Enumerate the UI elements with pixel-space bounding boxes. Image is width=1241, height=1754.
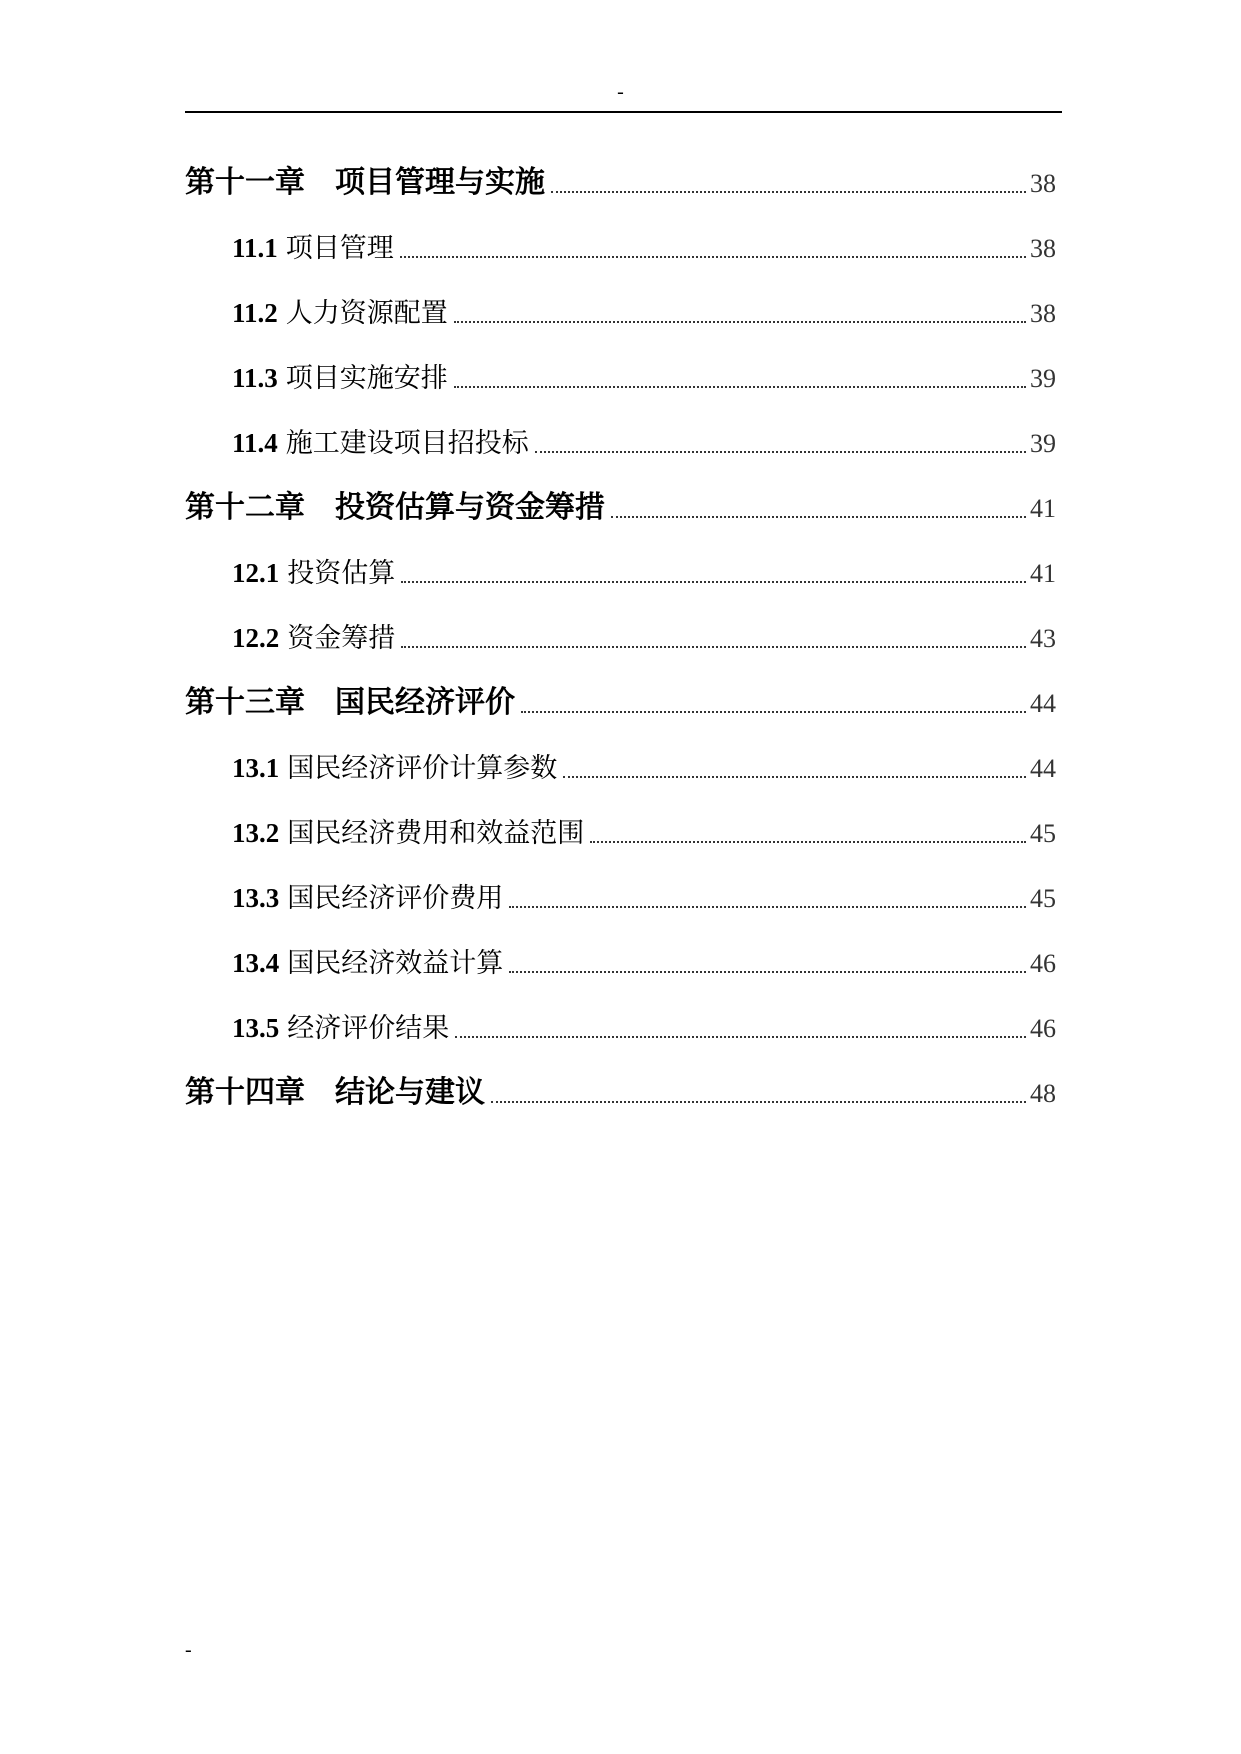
toc-entry-page: 45 (1030, 884, 1056, 913)
toc-section-11-3[interactable] (232, 358, 1056, 398)
dot-leader (611, 516, 1026, 518)
toc-entry-page: 39 (1030, 364, 1056, 393)
dot-leader (401, 581, 1026, 583)
toc-entry-page: 39 (1030, 429, 1056, 458)
toc-entry-number: 11.1 (232, 233, 278, 263)
dot-leader (455, 1036, 1026, 1038)
toc-entry-page: 46 (1030, 1014, 1056, 1043)
toc-entry-title: 结论与建议 (335, 1075, 485, 1110)
toc-entry-page: 44 (1030, 689, 1056, 718)
dot-leader (400, 256, 1026, 258)
toc-entry-page: 45 (1030, 819, 1056, 848)
toc-entry-number: 第十二章 (185, 490, 305, 525)
dot-leader (454, 321, 1026, 323)
toc-entry-number: 13.5 (232, 1013, 280, 1043)
toc-entry-page: 38 (1030, 299, 1056, 328)
toc-entry-title: 项目管理 (285, 233, 394, 264)
toc-section-13-5[interactable] (232, 1008, 1056, 1048)
toc-entry-number: 13.4 (232, 948, 280, 978)
toc-entry-number: 12.1 (232, 558, 280, 588)
toc-entry-title: 资金筹措 (287, 623, 396, 654)
toc-section-11-4[interactable] (232, 423, 1056, 463)
toc-entry-page: 48 (1030, 1079, 1056, 1108)
toc-entry-title: 国民经济评价计算参数 (287, 753, 558, 784)
toc-entry-page: 38 (1030, 234, 1056, 263)
dot-leader (509, 906, 1026, 908)
toc-entry-number: 12.2 (232, 623, 280, 653)
toc-entry-title: 国民经济评价费用 (287, 883, 504, 914)
toc-entry-number: 13.1 (232, 753, 280, 783)
dot-leader (521, 711, 1026, 713)
toc-entry-page: 46 (1030, 949, 1056, 978)
toc-entry-number: 11.3 (232, 363, 278, 393)
toc-chapter-11[interactable] (185, 163, 1056, 203)
dot-leader (454, 386, 1026, 388)
dot-leader (590, 841, 1026, 843)
dot-leader (551, 191, 1026, 193)
dot-leader (535, 451, 1026, 453)
toc-section-13-1[interactable] (232, 748, 1056, 788)
toc-entry-page: 44 (1030, 754, 1056, 783)
toc-section-13-4[interactable] (232, 943, 1056, 983)
toc-section-12-2[interactable] (232, 618, 1056, 658)
toc-entry-title: 投资估算 (287, 558, 396, 589)
page-footer-mark: - (185, 1639, 192, 1661)
toc-entry-number: 13.2 (232, 818, 280, 848)
toc-entry-title: 项目实施安排 (285, 363, 448, 394)
dot-leader (491, 1101, 1026, 1103)
toc-entry-title: 投资估算与资金筹措 (335, 490, 605, 525)
toc-section-12-1[interactable] (232, 553, 1056, 593)
toc-entry-page: 43 (1030, 624, 1056, 653)
toc-entry-number: 第十一章 (185, 165, 305, 200)
toc-entry-number: 第十四章 (185, 1075, 305, 1110)
toc-entry-page: 38 (1030, 169, 1056, 198)
toc-entry-title: 经济评价结果 (287, 1013, 450, 1044)
toc-chapter-13[interactable] (185, 683, 1056, 723)
toc-entry-title: 项目管理与实施 (335, 165, 545, 200)
toc-chapter-12[interactable] (185, 488, 1056, 528)
dot-leader (563, 776, 1026, 778)
toc-entry-number: 13.3 (232, 883, 280, 913)
toc-entry-title: 人力资源配置 (285, 298, 448, 329)
header-rule (185, 111, 1062, 113)
toc-entry-title: 国民经济费用和效益范围 (287, 818, 585, 849)
toc-section-11-2[interactable] (232, 293, 1056, 333)
dot-leader (401, 646, 1026, 648)
dot-leader (509, 971, 1026, 973)
toc-entry-page: 41 (1030, 559, 1056, 588)
toc-section-13-3[interactable] (232, 878, 1056, 918)
toc-entry-number: 11.2 (232, 298, 278, 328)
toc-entry-title: 国民经济效益计算 (287, 948, 504, 979)
toc-entry-page: 41 (1030, 494, 1056, 523)
toc-entry-number: 11.4 (232, 428, 278, 458)
toc-entry-title: 国民经济评价 (335, 685, 515, 720)
toc-entry-title: 施工建设项目招投标 (285, 428, 529, 459)
toc-section-11-1[interactable] (232, 228, 1056, 268)
toc-entry-number: 第十三章 (185, 685, 305, 720)
toc-section-13-2[interactable] (232, 813, 1056, 853)
toc-chapter-14[interactable] (185, 1073, 1056, 1113)
page-header-mark: - (617, 81, 624, 103)
